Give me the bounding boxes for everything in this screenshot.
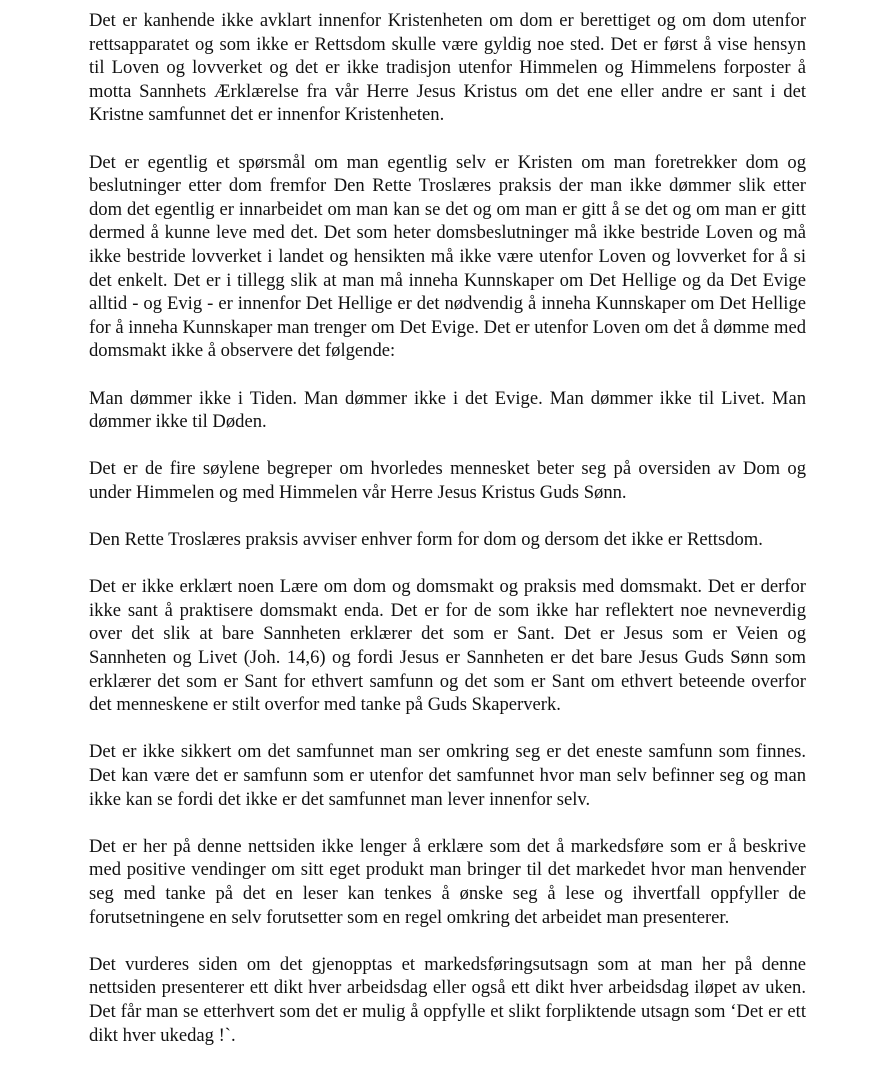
document-body: [89, 9, 806, 1071]
paragraph-samfunnet: Det er ikke sikkert om det samfunnet man ser omkring seg er det eneste samfunn som finnes. Det kan være det er samfunn som er utenfor det samfunnet hvor man selv befinner seg og man ikke kan se fordi det ikke er det samfunnet man lever innenfor selv.: [89, 741, 806, 810]
paragraph-man-dommer-ikke: Man dømmer ikke i Tiden. Man dømmer ikke i det Evige. Man dømmer ikke til Livet. Man dømmer ikke til Døden.: [89, 387, 806, 433]
paragraph-kristen-og-dom: Det er egentlig et spørsmål om man egentlig selv er Kristen om man foretrekker dom og beslutninger etter dom fremfor Den Rette Troslæres praksis der man ikke dømmer slik etter dom det egentlig er innarbeidet om man kan se det og om man er gitt å se det og om man er gitt dermed å kunne leve med det. Det som heter domsbeslutninger må ikke bestride Loven og må ikke bestride lovverket i landet og hensikten må ikke være utenfor Loven og lovverket for å si det enkelt. Det er i tillegg slik at man må inneha Kunnskaper om Det Hellige og da Det Evige alltid - og Evig - er innenfor Det Hellige er det nødvendig å inneha Kunnskaper om Det Hellige for å inneha Kunnskaper man trenger om Det Evige. Det er utenfor Loven om det å dømme med domsmakt ikke å observere det følgende:: [89, 151, 806, 362]
paragraph-fire-soylene: Det er de fire søylene begreper om hvorledes mennesket beter seg på oversiden av Dom og under Himmelen og med Himmelen vår Herre Jesus Kristus Guds Sønn.: [89, 458, 806, 503]
paragraph-domsavklaring: Det er kanhende ikke avklart innenfor Kristenheten om dom er berettiget og om dom utenfor rettsapparatet og som ikke er Rettsdom skulle være gyldig noe sted. Det er først å vise hensyn til Loven og lovverket og det er ikke tradisjon utenfor Himmelen og Himmelens forposter å motta Sannhets Ærklærelse fra vår Herre Jesus Kristus om det ene eller andre er sant i det Kristne samfunnet det er innenfor Kristenheten.: [89, 10, 806, 126]
paragraph-rette-troslaere: Den Rette Troslæres praksis avviser enhver form for dom og dersom det ikke er Rettsdom.: [89, 529, 763, 551]
paragraph-markedsfore: Det er her på denne nettsiden ikke lenger å erklære som det å markedsføre som er å beskrive med positive vendinger om sitt eget produkt man bringer til det markedet hvor man henvender seg med tanke på det en leser kan tenkes å ønske seg å lese og ihvertfall oppfyller de forutsetningene en selv forutsetter som en regel omkring det arbeidet man presenterer.: [89, 835, 806, 928]
paragraph-laere-om-dom: Det er ikke erklært noen Lære om dom og domsmakt og praksis med domsmakt. Det er derfor ikke sant å praktisere domsmakt enda. Det er for de som ikke har reflektert noe nevneverdig over det slik at bare Sannheten erklærer det som er Sant. Det er Jesus som er Veien og Sannheten og Livet (Joh. 14,6) og fordi Jesus er Sannheten er det bare Jesus Guds Sønn som erklærer det som er Sant for ethvert samfunn og det som er Sant om ethvert beteende overfor det menneskene er stilt overfor med tanke på Guds Skaperverk.: [89, 576, 806, 716]
paragraph-dikt-hver-dag: Det vurderes siden om det gjenopptas et markedsføringsutsagn som at man her på denne nettsiden presenterer ett dikt hver arbeidsdag eller også ett dikt hver arbeidsdag iløpet av uken. Det får man se etterhvert som det er mulig å oppfylle et slikt forpliktende utsagn som ‘Det er ett dikt hver ukedag !`.: [89, 953, 806, 1046]
